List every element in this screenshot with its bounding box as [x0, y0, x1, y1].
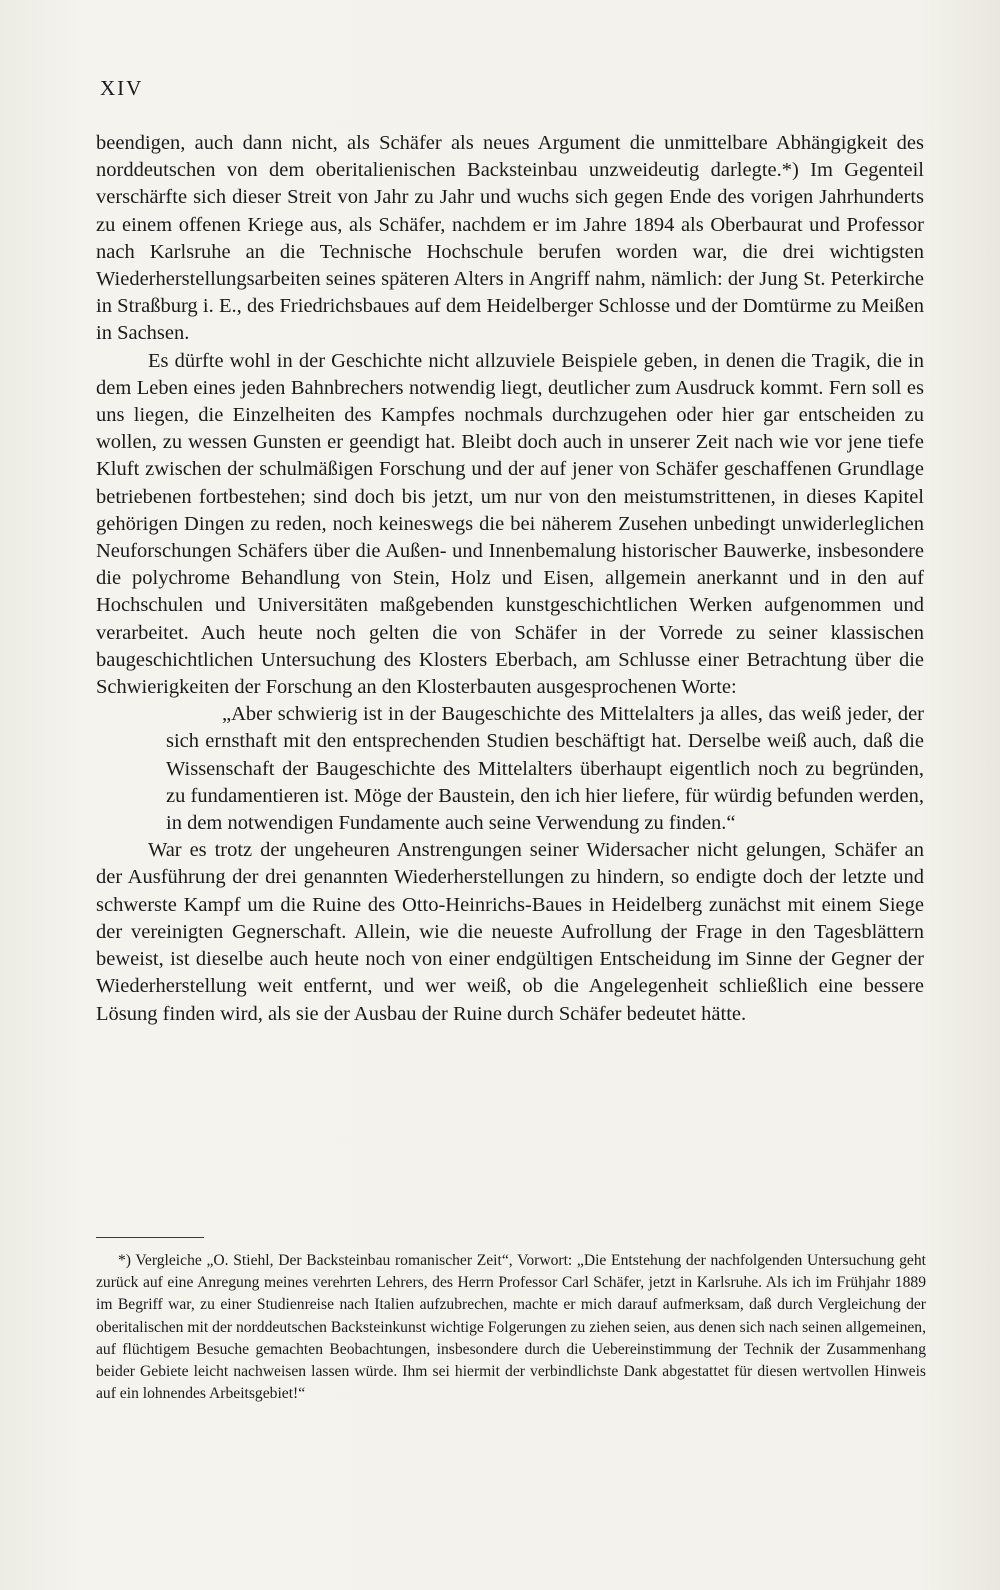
- main-text: [96, 130, 924, 1028]
- block-quote: „Aber schwierig ist in der Baugeschichte des Mittelalters ja alles, das weiß jeder, der sich ernsthaft mit den entsprechenden Studien beschäftigt hat. Derselbe weiß auch, daß die Wissenschaft der Baugeschichte des Mittelalters überhaupt eigentlich noch zu begründen, zu fundamentieren ist. Möge der Baustein, den ich hier liefere, für würdig befunden werden, in dem notwendigen Fundamente auch seine Verwendung zu finden.“: [166, 703, 924, 835]
- paragraph: War es trotz der ungeheuren Anstrengungen seiner Widersacher nicht gelungen, Schäfer an der Ausführung der drei genannten Wiederherstellungen zu hindern, so endigte doch der letzte und schwerste Kampf um die Ruine des Otto-Heinrichs-Baues in Heidelberg zunächst mit einem Siege der vereinigten Gegnerschaft. Allein, wie die neueste Aufrollung der Frage in den Tagesblättern beweist, ist dieselbe auch heute noch von einer endgültigen Entscheidung im Sinne der Gegner der Wiederherstellung weit entfernt, und wer weiß, ob die Angelegenheit schließlich eine bessere Lösung finden wird, als sie der Ausbau der Ruine durch Schäfer bedeutet hätte.: [96, 839, 924, 1025]
- footnote-divider: [96, 1237, 204, 1238]
- footnote: *) Vergleiche „O. Stiehl, Der Backsteinbau romanischer Zeit“, Vorwort: „Die Entstehung der nachfolgenden Untersuchung geht zurück auf eine Anregung meines verehrten Lehrers, des Herrn Professor Carl Schäfer, jetzt in Karlsruhe. Als ich im Frühjahr 1889 im Begriff war, zu einer Studienreise nach Italien aufzubrechen, machte er mich darauf aufmerksam, daß durch Vergleichung der oberitalischen mit der norddeutschen Backsteinkunst wichtige Folgerungen zu ziehen seien, aus denen sich nach seinen allgemeinen, auf flüchtigem Besuche gemachten Beobachtungen, insbesondere durch die Uebereinstimmung der Technik der Zusammenhang beider Gebiete leicht nachweisen lassen würde. Ihm sei hiermit der verbindlichste Dank abgestattet für diesen wertvollen Hinweis auf ein lohnendes Arbeitsgebiet!“: [96, 1252, 926, 1403]
- page-number: XIV: [100, 76, 144, 100]
- footnotes: [96, 1250, 926, 1405]
- paragraph-continuation: beendigen, auch dann nicht, als Schäfer als neues Argument die unmittelbare Abhängigkeit des norddeutschen von dem oberitalienischen Backsteinbau unzweideutig darlegte.*) Im Gegenteil verschärfte sich dieser Streit von Jahr zu Jahr und wuchs sich gegen Ende des vorigen Jahrhunderts zu einem offenen Kriege aus, als Schäfer, nachdem er im Jahre 1894 als Oberbaurat und Professor nach Karlsruhe an die Technische Hochschule berufen worden war, die drei wichtigsten Wiederherstellungsarbeiten seines späteren Alters in Angriff nahm, nämlich: der Jung St. Peterkirche in Straßburg i. E., des Friedrichsbaues auf dem Heidelberger Schlosse und der Domtürme zu Meißen in Sachsen.: [96, 132, 924, 345]
- paragraph: Es dürfte wohl in der Geschichte nicht allzuviele Beispiele geben, in denen die Tragik, die in dem Leben eines jeden Bahnbrechers notwendig liegt, deutlicher zum Ausdruck kommt. Fern soll es uns liegen, die Einzelheiten des Kampfes nochmals durchzugehen oder hier gar entscheiden zu wollen, zu wessen Gunsten er geendigt hat. Bleibt doch auch in unserer Zeit nach wie vor jene tiefe Kluft zwischen der schulmäßigen Forschung und der auf jener von Schäfer geschaffenen Grundlage betriebenen fortbestehen; sind doch bis jetzt, um nur von den meistumstrittenen, in dieses Kapitel gehörigen Dingen zu reden, noch keineswegs die bei näherem Zusehen unbedingt unwiderleglichen Neuforschungen Schäfers über die Außen- und Innenbemalung historischer Bauwerke, insbesondere die polychrome Behandlung von Stein, Holz und Eisen, allgemein anerkannt und in den auf Hochschulen und Universitäten maßgebenden kunstgeschichtlichen Werken aufgenommen und verarbeitet. Auch heute noch gelten die von Schäfer in der Vorrede zu seiner klassischen baugeschichtlichen Untersuchung des Klosters Eberbach, am Schlusse einer Betrachtung über die Schwierigkeiten der Forschung an den Klosterbauten ausgesprochenen Worte:: [96, 349, 924, 699]
